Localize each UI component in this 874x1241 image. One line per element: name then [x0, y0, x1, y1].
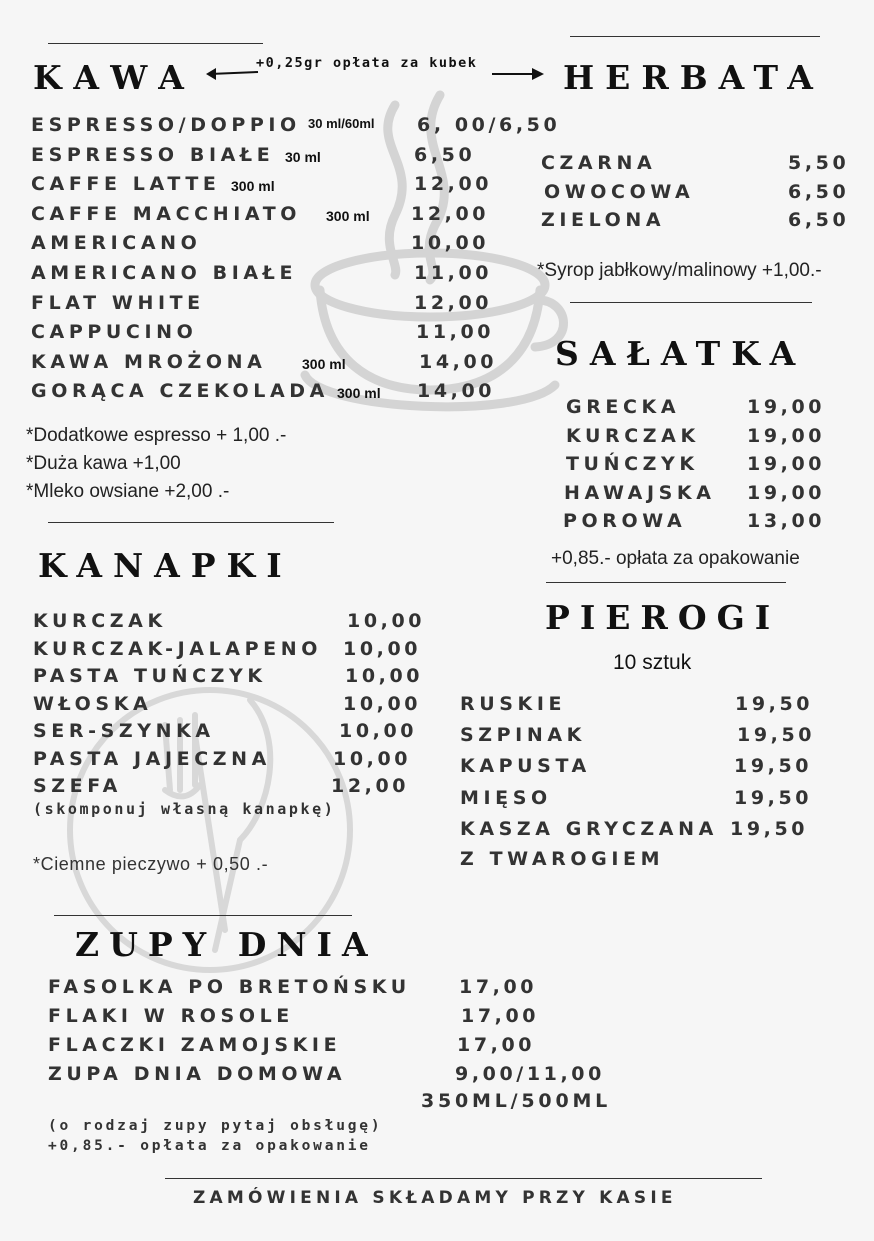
kawa-item-price: 6,50: [414, 143, 476, 166]
pierogi-title: PIEROGI: [545, 598, 781, 637]
salatka-item-price: 19,00: [747, 424, 826, 447]
kanapki-item-name: KURCZAK: [33, 610, 167, 632]
herbata-item-name: ZIELONA: [541, 209, 666, 231]
pierogi-subtitle: 10 sztuk: [613, 651, 692, 674]
arrow-right-icon: [490, 66, 546, 82]
kanapki-item-name: SER-SZYNKA: [33, 720, 215, 742]
kawa-item-size: 30 ml/60ml: [308, 116, 375, 131]
kawa-item-name: KAWA MROŻONA: [31, 350, 267, 373]
salatka-note: +0,85.- opłata za opakowanie: [551, 548, 800, 569]
kawa-item-name: ESPRESSO BIAŁE: [31, 143, 275, 166]
zupy-item-name: FLACZKI ZAMOJSKIE: [48, 1034, 342, 1056]
kawa-item-price: 11,00: [416, 321, 495, 344]
zupy-item-price: 17,00: [459, 976, 538, 998]
kanapki-top-rule: [48, 522, 334, 523]
kawa-item-name: AMERICANO BIAŁE: [31, 262, 298, 284]
salatka-bottom-rule: [546, 582, 786, 583]
kawa-item-size: 300 ml: [302, 355, 346, 372]
zupy-item-price: 9,00/11,00: [455, 1063, 605, 1085]
kawa-item-size: 30 ml: [285, 148, 321, 165]
herbata-title: HERBATA: [563, 58, 824, 97]
herbata-item-price: 5,50: [788, 152, 850, 174]
kawa-item-price: 12,00: [414, 173, 493, 196]
pierogi-item-name: RUSKIE: [460, 693, 567, 715]
herbata-top-rule: [570, 36, 820, 37]
kawa-item-price: 14,00: [419, 350, 498, 373]
zupy-item-price: 17,00: [457, 1034, 536, 1056]
salatka-title: SAŁATKA: [555, 334, 807, 373]
salatka-item-name: HAWAJSKA: [564, 481, 716, 504]
kawa-item-price: 12,00: [414, 291, 493, 314]
zupy-note: (o rodzaj zupy pytaj obsługę): [48, 1118, 383, 1134]
kanapki-item-price: 10,00: [333, 747, 412, 770]
zupy-sizes: 350ML/500ML: [421, 1090, 612, 1112]
kawa-title: KAWA: [33, 58, 197, 97]
herbata-item-name: CZARNA: [541, 152, 657, 174]
pierogi-item-price: 19,50: [737, 724, 816, 747]
kawa-item-price: 14,00: [417, 380, 496, 403]
zupy-top-rule: [54, 915, 352, 916]
pierogi-item-price: 19,50: [730, 817, 809, 840]
salatka-item-price: 13,00: [747, 510, 826, 532]
kawa-item-price: 6, 00/6,50: [417, 114, 561, 136]
kawa-item-size: 300 ml: [231, 178, 275, 195]
kawa-item-name: CAFFE LATTE: [31, 173, 221, 196]
kanapki-item-price: 10,00: [345, 665, 424, 687]
zupy-item-name: FASOLKA PO BRETOŃSKU: [48, 976, 411, 998]
kanapki-item-price: 10,00: [339, 720, 418, 742]
kawa-note: *Dodatkowe espresso + 1,00 .-: [26, 425, 287, 446]
kanapki-item-price: 10,00: [343, 692, 422, 715]
kawa-item-price: 11,00: [414, 262, 493, 284]
kawa-top-rule: [48, 43, 263, 44]
salatka-item-price: 19,00: [747, 453, 826, 475]
kawa-item-name: CAPPUCINO: [31, 321, 198, 344]
salatka-item-name: GRECKA: [566, 396, 681, 418]
kanapki-item-name: WŁOSKA: [33, 692, 153, 715]
salatka-item-name: KURCZAK: [566, 424, 700, 447]
kanapki-title: KANAPKI: [38, 546, 293, 585]
kawa-item-price: 10,00: [411, 232, 490, 255]
kawa-item-size: 300 ml: [337, 385, 381, 402]
kawa-item-size: 300 ml: [326, 207, 370, 224]
footer-rule: [165, 1178, 762, 1179]
herbata-bottom-rule: [570, 302, 812, 303]
pierogi-item-price: 19,50: [735, 693, 814, 715]
zupy-item-price: 17,00: [461, 1005, 540, 1027]
salatka-item-price: 19,00: [747, 481, 826, 504]
kawa-item-name: GORĄCA CZEKOLADA: [31, 380, 329, 403]
kawa-note: *Duża kawa +1,00: [26, 453, 181, 474]
kanapki-item-name: PASTA JAJECZNA: [33, 747, 271, 770]
herbata-item-price: 6,50: [788, 209, 850, 231]
herbata-note: *Syrop jabłkowy/malinowy +1,00.-: [537, 260, 822, 281]
pierogi-item-price: 19,50: [734, 755, 813, 778]
pierogi-item-name: MIĘSO: [460, 786, 552, 809]
kanapki-item-name: SZEFA: [33, 775, 122, 797]
kawa-note: *Mleko owsiane +2,00 .-: [26, 481, 230, 502]
kawa-item-price: 12,00: [411, 202, 490, 225]
kanapki-item-price: 10,00: [347, 610, 426, 632]
herbata-item-name: OWOCOWA: [544, 180, 695, 203]
cup-fee-note: +0,25gr opłata za kubek: [256, 55, 478, 71]
kawa-item-name: FLAT WHITE: [31, 291, 205, 314]
salatka-item-name: TUŃCZYK: [566, 453, 699, 475]
arrow-left-icon: [204, 66, 260, 82]
kanapki-note: *Ciemne pieczywo + 0,50 .-: [33, 854, 269, 874]
zupy-note: +0,85.- opłata za opakowanie: [48, 1138, 371, 1154]
pierogi-item-price: 19,50: [734, 786, 813, 809]
kawa-item-name: ESPRESSO/DOPPIO: [31, 114, 301, 136]
zupy-title: ZUPY DNIA: [75, 925, 378, 964]
kanapki-item-name: PASTA TUŃCZYK: [33, 665, 267, 687]
kanapki-item-name: KURCZAK-JALAPENO: [33, 637, 322, 660]
kawa-item-name: CAFFE MACCHIATO: [31, 202, 302, 225]
salatka-item-name: POROWA: [563, 510, 687, 532]
kanapki-sub-note: (skomponuj własną kanapkę): [33, 800, 336, 818]
herbata-item-price: 6,50: [788, 180, 850, 203]
pierogi-item-name: KASZA GRYCZANA: [460, 817, 718, 840]
kanapki-item-price: 12,00: [331, 775, 410, 797]
pierogi-last-line: Z TWAROGIEM: [460, 848, 665, 870]
zupy-item-name: FLAKI W ROSOLE: [48, 1005, 294, 1027]
kawa-item-name: AMERICANO: [31, 232, 202, 255]
kanapki-item-price: 10,00: [343, 637, 422, 660]
salatka-item-price: 19,00: [747, 396, 826, 418]
footer-text: ZAMÓWIENIA SKŁADAMY PRZY KASIE: [193, 1188, 677, 1208]
zupy-item-name: ZUPA DNIA DOMOWA: [48, 1063, 347, 1085]
pierogi-item-name: SZPINAK: [460, 724, 586, 747]
pierogi-item-name: KAPUSTA: [460, 755, 591, 778]
